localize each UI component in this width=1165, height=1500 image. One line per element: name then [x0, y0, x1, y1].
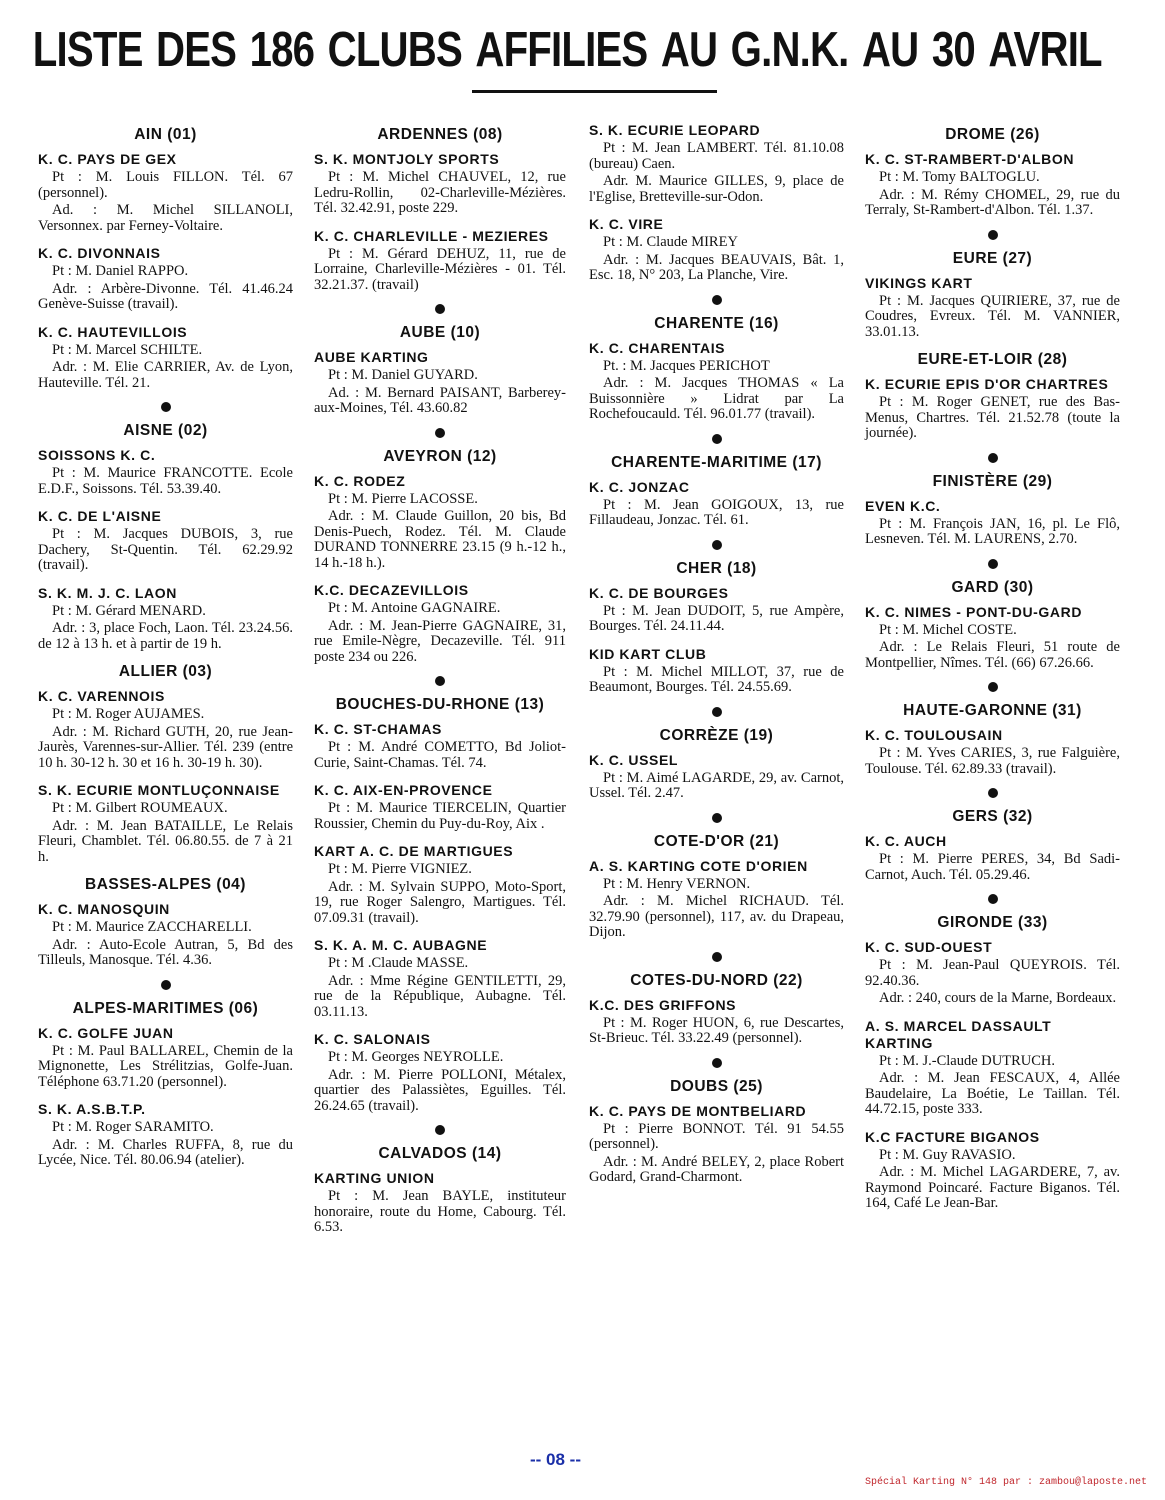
- club-name: K.C. DES GRIFFONS: [589, 996, 737, 1013]
- club-name: VIKINGS KART: [865, 274, 973, 291]
- club-detail: Pt. : M. Jacques PERICHOT: [603, 357, 770, 374]
- club-detail: Pt : M. Georges NEYROLLE.: [328, 1049, 504, 1065]
- department-heading: COTE-D'OR (21): [653, 832, 780, 850]
- club-entry: [38, 1025, 293, 1091]
- club-entry: [38, 324, 293, 392]
- department-heading: HAUTE-GARONNE (31): [903, 702, 1082, 719]
- club-detail: Adr. : M. Charles RUFFA, 8, rue du Lycée, Nice. Tél. 80.06.94 (atelier).: [38, 1136, 293, 1168]
- department-heading: AISNE (02): [123, 422, 208, 439]
- department-heading: DOUBS (25): [670, 1077, 763, 1095]
- club-detail: Pt : M. Jean-Paul QUEYROIS. Tél. 92.40.36.: [865, 957, 1120, 989]
- club-entry: [589, 479, 844, 529]
- club-detail: Adr. : M. Rémy CHOMEL, 29, rue du Terraly, St-Rambert-d'Albon. Tél. 1.37.: [865, 186, 1120, 218]
- club-name: S. K. A. M. C. AUBAGNE: [314, 937, 488, 953]
- bullet-separator: [988, 682, 998, 692]
- title-word: AU: [660, 23, 718, 77]
- club-entry: [314, 151, 566, 217]
- club-entry: [865, 275, 1120, 341]
- club-entry: [314, 228, 566, 294]
- department-heading: GIRONDE (33): [937, 914, 1048, 931]
- club-detail: Pt : M. Jean DUDOIT, 5, rue Ampère, Bourges. Tél. 24.11.44.: [589, 602, 844, 634]
- club-detail: Adr. : M. Elie CARRIER, Av. de Lyon, Hauteville. Tél. 21.: [38, 359, 293, 391]
- club-detail: Pt : M. Guy RAVASIO.: [879, 1146, 1016, 1163]
- department-heading: CHARENTE-MARITIME (17): [611, 453, 822, 471]
- club-name: K. C. CHARENTAIS: [589, 339, 726, 356]
- club-detail: Pt : M. Roger AUJAMES.: [52, 706, 205, 722]
- club-entry: [865, 498, 1120, 548]
- club-entry: [589, 858, 844, 941]
- club-entry: [314, 582, 566, 665]
- club-name: S. K. A.S.B.T.P.: [38, 1101, 146, 1117]
- department-heading: GARD (30): [951, 578, 1034, 596]
- club-entry: [38, 1101, 293, 1169]
- club-name: K. C. ST-CHAMAS: [314, 721, 442, 737]
- club-name: K. C. DE L'AISNE: [38, 508, 162, 524]
- club-detail: Ad. : M. Bernard PAISANT, Barberey-aux-Moines, Tél. 43.60.82: [314, 384, 566, 416]
- club-detail: Pt : M. Michel CHAUVEL, 12, rue Ledru-Rollin, 02-Charleville-Mézières. Tél. 32.42.91, poste 229.: [314, 169, 566, 216]
- club-detail: Pt : M. Daniel GUYARD.: [328, 367, 478, 383]
- club-detail: Adr. : Auto-Ecole Autran, 5, Bd des Tilleuls, Manosque. Tél. 4.36.: [38, 936, 293, 968]
- column-4: [865, 122, 1120, 1223]
- title-words: [0, 22, 1148, 78]
- club-name: K. C. SALONAIS: [314, 1031, 431, 1047]
- club-name: K. C. NIMES - PONT-DU-GARD: [865, 603, 1083, 620]
- club-detail: Adr. : M. Pierre POLLONI, Métalex, quartier des Palassiètes, Eguilles. Tél. 26.24.65 (travail).: [314, 1066, 566, 1114]
- club-detail: Pt : M. Jacques QUIRIERE, 37, rue de Coudres, Evreux. Tél. M. VANNIER, 33.01.13.: [865, 292, 1120, 340]
- club-entry: [589, 646, 844, 696]
- page-number: -- 08 --: [530, 1450, 581, 1469]
- club-detail: Pt : M. Maurice TIERCELIN, Quartier Roussier, Chemin du Puy-du-Roy, Aix .: [314, 800, 566, 832]
- club-detail: Pt : M. Michel MILLOT, 37, rue de Beaumont, Bourges. Tél. 24.55.69.: [589, 663, 844, 695]
- bullet-separator: [161, 402, 171, 412]
- title-word: DES: [155, 23, 237, 77]
- club-detail: Pt : M. Jean GOIGOUX, 13, rue Fillaudeau, Jonzac. Tél. 61.: [589, 496, 844, 528]
- club-name: K. C. AUCH: [865, 833, 947, 849]
- club-name: EVEN K.C.: [865, 497, 941, 514]
- title-word: G.N.K.: [730, 23, 849, 77]
- bullet-separator: [435, 304, 445, 314]
- club-detail: Adr. : 240, cours de la Marne, Bordeaux.: [879, 990, 1117, 1006]
- club-name: K. ECURIE EPIS D'OR CHARTRES: [865, 376, 1109, 392]
- club-name: K. C. USSEL: [589, 751, 679, 768]
- title-word: AVRIL: [988, 23, 1102, 77]
- bullet-separator: [712, 295, 722, 305]
- column-1: [38, 122, 293, 1180]
- club-detail: Pt : M. Pierre LACOSSE.: [328, 490, 478, 507]
- club-entry: [38, 151, 293, 234]
- club-detail: Pt : M. Roger SARAMITO.: [52, 1119, 214, 1135]
- club-detail: Adr. : Arbère-Divonne. Tél. 41.46.24 Genève-Suisse (travail).: [38, 280, 293, 312]
- club-name: K. C. VARENNOIS: [38, 688, 165, 704]
- club-name: K. C. PAYS DE GEX: [38, 151, 177, 167]
- department-heading: BOUCHES-DU-RHONE (13): [335, 696, 545, 713]
- department-heading: BASSES-ALPES (04): [85, 876, 246, 893]
- department-heading: GERS (32): [952, 808, 1033, 825]
- club-entry: [38, 585, 293, 653]
- bullet-separator: [435, 428, 445, 438]
- club-name: K. C. MANOSQUIN: [38, 901, 170, 917]
- club-entry: [314, 349, 566, 417]
- club-entry: [865, 833, 1120, 883]
- bullet-separator: [712, 434, 722, 444]
- club-detail: Pt : M. Gérard MENARD.: [52, 602, 206, 619]
- club-detail: Adr. : Le Relais Fleuri, 51 route de Montpellier, Nîmes. Tél. (66) 67.26.66.: [865, 639, 1120, 671]
- department-heading: EURE (27): [952, 249, 1033, 267]
- club-entry: [589, 216, 844, 284]
- title-word: 30: [931, 23, 975, 77]
- department-heading: CHARENTE (16): [654, 314, 779, 332]
- club-detail: Adr. : M. Michel LAGARDERE, 7, av. Raymond Poincaré. Facture Biganos. Tél. 164, Café Le Jean-Bar.: [865, 1164, 1120, 1211]
- club-name: K. C. RODEZ: [314, 472, 406, 489]
- club-entry: [38, 782, 293, 865]
- club-detail: Adr. : M. Richard GUTH, 20, rue Jean-Jaurès, Varennes-sur-Allier. Tél. 239 (entre 10 h. 30-12 h. 30 et 16 h. 30-19 h. 30).: [38, 723, 293, 771]
- club-detail: Pt : M. Pierre PERES, 34, Bd Sadi-Carnot, Auch. Tél. 05.29.46.: [865, 851, 1120, 883]
- bullet-separator: [988, 788, 998, 798]
- club-name: K. C. VIRE: [589, 216, 664, 232]
- bullet-separator: [161, 980, 171, 990]
- department-heading: CORRÈZE (19): [659, 726, 774, 744]
- department-heading: COTES-DU-NORD (22): [630, 971, 803, 989]
- club-entry: [589, 585, 844, 635]
- club-name: KARTING UNION: [314, 1170, 435, 1186]
- club-entry: [314, 1031, 566, 1114]
- bullet-separator: [435, 676, 445, 686]
- club-detail: Pt : M. Marcel SCHILTE.: [52, 341, 203, 358]
- club-detail: Pt : M. Aimé LAGARDE, 29, av. Carnot, Ussel. Tél. 2.47.: [589, 769, 844, 801]
- club-entry: [314, 782, 566, 832]
- club-detail: Pt : M .Claude MASSE.: [328, 955, 469, 971]
- club-entry: [589, 752, 844, 802]
- club-entry: [865, 727, 1120, 777]
- club-entry: [589, 340, 844, 423]
- club-detail: Pt : M. Maurice ZACCHARELLI.: [52, 919, 252, 935]
- club-name: A. S. KARTING COTE D'ORIEN: [589, 857, 808, 874]
- club-entry: [314, 843, 566, 926]
- department-heading: AVEYRON (12): [383, 447, 497, 465]
- club-entry: [38, 688, 293, 771]
- club-detail: Adr. : M. Jean FESCAUX, 4, Allée Baudelaire, La Boétie, Le Taillan. Tél. 44.72.15, poste 333.: [865, 1070, 1120, 1117]
- club-detail: Pt : M. Gérard DEHUZ, 11, rue de Lorraine, Charleville-Mézières - 01. Tél. 32.21.37. (travail): [314, 245, 566, 293]
- column-3: [589, 122, 844, 1197]
- department-heading: CALVADOS (14): [378, 1145, 502, 1162]
- club-detail: Adr. : M. André BELEY, 2, place Robert Godard, Grand-Charmont.: [589, 1153, 844, 1185]
- club-entry: [865, 604, 1120, 672]
- department-heading: DROME (26): [945, 126, 1040, 143]
- club-detail: Pt : M. Antoine GAGNAIRE.: [328, 600, 501, 616]
- bullet-separator: [988, 894, 998, 904]
- club-entry: [38, 508, 293, 574]
- title-underline: [472, 90, 717, 93]
- club-entry: [865, 151, 1120, 219]
- club-detail: Adr. : Mme Régine GENTILETTI, 29, rue de la République, Aubagne. Tél. 03.11.13.: [314, 972, 566, 1020]
- club-entry: [38, 447, 293, 497]
- club-detail: Pt : M. Jean LAMBERT. Tél. 81.10.08 (bureau) Caen.: [589, 140, 844, 172]
- bullet-separator: [712, 952, 722, 962]
- title-word: AFFILIES: [475, 23, 648, 77]
- club-detail: Adr. : M. Sylvain SUPPO, Moto-Sport, 19, rue Roger Salengro, Martigues. Tél. 07.09.31 (travail).: [314, 878, 566, 926]
- club-detail: Pt : M. J.-Claude DUTRUCH.: [879, 1052, 1056, 1069]
- department-heading: CHER (18): [676, 559, 757, 577]
- department-heading: ALPES-MARITIMES (06): [72, 999, 259, 1017]
- club-entry: [865, 376, 1120, 442]
- club-name: S. K. ECURIE MONTLUÇONNAISE: [38, 782, 280, 798]
- club-name: K. C. DE BOURGES: [589, 584, 729, 601]
- club-detail: Pt : M. André COMETTO, Bd Joliot-Curie, Saint-Chamas. Tél. 74.: [314, 739, 566, 771]
- club-name: K. C. AIX-EN-PROVENCE: [314, 782, 493, 798]
- club-entry: [589, 997, 844, 1047]
- club-entry: [38, 901, 293, 969]
- club-detail: Pt : M. Roger GENET, rue des Bas-Menus, Chartres. Tél. 21.52.78 (toute la journée).: [865, 394, 1120, 441]
- club-entry: [865, 1129, 1120, 1212]
- club-entry: [38, 245, 293, 313]
- title-word: LISTE: [32, 23, 143, 77]
- club-detail: Pt : M. Louis FILLON. Tél. 67 (personnel).: [38, 169, 293, 201]
- column-2: [314, 122, 566, 1247]
- club-detail: Adr. : M. Jean BATAILLE, Le Relais Fleuri, Chamblet. Tél. 06.80.55. de 7 à 21 h.: [38, 817, 293, 865]
- club-name: K.C. DECAZEVILLOIS: [314, 582, 469, 598]
- club-detail: Adr. : M. Jean-Pierre GAGNAIRE, 31, rue Emile-Nègre, Decazeville. Tél. 911 poste 234 ou 226.: [314, 617, 566, 665]
- club-detail: Pt : M. Roger HUON, 6, rue Descartes, St-Brieuc. Tél. 33.22.49 (personnel).: [589, 1014, 844, 1046]
- club-detail: Ad. : M. Michel SILLANOLI, Versonnex. par Ferney-Voltaire.: [38, 202, 293, 234]
- department-heading: FINISTÈRE (29): [932, 472, 1053, 490]
- club-detail: Pt : M. Tomy BALTOGLU.: [879, 169, 1040, 185]
- club-detail: Pt : M. Henry VERNON.: [603, 875, 751, 892]
- club-detail: Pt : M. Claude MIREY: [603, 234, 738, 250]
- club-name: S. K. MONTJOLY SPORTS: [314, 151, 500, 167]
- club-detail: Pt : M. Daniel RAPPO.: [52, 263, 189, 279]
- club-detail: Pt : M. Jacques DUBOIS, 3, rue Dachery, St-Quentin. Tél. 62.29.92 (travail).: [38, 526, 293, 573]
- club-detail: Pt : M. Pierre VIGNIEZ.: [328, 861, 472, 877]
- department-heading: ARDENNES (08): [377, 126, 503, 143]
- club-entry: [314, 473, 566, 572]
- club-entry: [865, 1018, 1120, 1118]
- department-heading: EURE-ET-LOIR (28): [917, 351, 1068, 368]
- bullet-separator: [712, 540, 722, 550]
- club-name: K. C. SUD-OUEST: [865, 939, 993, 955]
- club-name: SOISSONS K. C.: [38, 447, 156, 463]
- department-heading: AUBE (10): [399, 324, 481, 341]
- page-title: [0, 22, 1165, 82]
- club-name: K. C. GOLFE JUAN: [38, 1024, 174, 1041]
- club-entry: [589, 1103, 844, 1186]
- scan-credit: Spécial Karting N° 148 par : zambou@laposte.net: [865, 1477, 1148, 1488]
- title-word: CLUBS: [327, 23, 462, 77]
- club-name: K. C. CHARLEVILLE - MEZIERES: [314, 227, 549, 244]
- club-name: K.C FACTURE BIGANOS: [865, 1128, 1040, 1145]
- club-detail: Pt : Pierre BONNOT. Tél. 91 54.55 (personnel).: [589, 1120, 844, 1152]
- bullet-separator: [712, 1058, 722, 1068]
- bullet-separator: [988, 230, 998, 240]
- club-name: K. C. ST-RAMBERT-D'ALBON: [865, 151, 1075, 167]
- club-name: K. C. TOULOUSAIN: [865, 727, 1003, 743]
- club-detail: Pt : M. Gilbert ROUMEAUX.: [52, 800, 228, 816]
- club-name: KID KART CLUB: [589, 645, 707, 662]
- club-entry: [865, 939, 1120, 1007]
- club-name: K. C. DIVONNAIS: [38, 245, 161, 261]
- club-detail: Pt : M. Michel COSTE.: [879, 621, 1017, 638]
- club-detail: Pt : M. Maurice FRANCOTTE. Ecole E.D.F., Soissons. Tél. 53.39.40.: [38, 465, 293, 497]
- club-detail: Adr. : M. Jacques BEAUVAIS, Bât. 1, Esc. 18, N° 203, La Planche, Vire.: [589, 251, 844, 283]
- club-name: A. S. MARCEL DASSAULT KARTING: [865, 1017, 1052, 1051]
- club-detail: Pt : M. François JAN, 16, pl. Le Flô, Lesneven. Tél. M. LAURENS, 2.70.: [865, 515, 1120, 547]
- club-entry: [314, 721, 566, 771]
- club-name: AUBE KARTING: [314, 349, 429, 365]
- bullet-separator: [435, 1125, 445, 1135]
- club-name: K. C. PAYS DE MONTBELIARD: [589, 1102, 807, 1119]
- title-word: AU: [861, 23, 919, 77]
- bullet-separator: [712, 707, 722, 717]
- club-detail: Pt : M. Paul BALLAREL, Chemin de la Mignonette, Les Strélitzias, Golfe-Juan. Téléphone 63.71.20 (personnel).: [38, 1042, 293, 1090]
- club-detail: Adr. : M. Michel RICHAUD. Tél. 32.79.90 (personnel), 117, av. du Drapeau, Dijon.: [589, 893, 844, 940]
- bullet-separator: [988, 559, 998, 569]
- title-word: 186: [249, 23, 315, 77]
- club-detail: Pt : M. Jean BAYLE, instituteur honoraire, route du Home, Cabourg. Tél. 6.53.: [314, 1188, 566, 1235]
- club-detail: Adr. : 3, place Foch, Laon. Tél. 23.24.56. de 12 à 13 h. et à partir de 19 h.: [38, 620, 293, 652]
- club-detail: Adr. M. Maurice GILLES, 9, place de l'Eglise, Bretteville-sur-Odon.: [589, 173, 844, 205]
- club-name: K. C. HAUTEVILLOIS: [38, 323, 188, 340]
- club-detail: Adr. : M. Jacques THOMAS « La Buissonnière » Lidrat par La Rochefoucauld. Tél. 96.01.77 (travail).: [589, 375, 844, 422]
- club-detail: Pt : M. Yves CARIES, 3, rue Falguière, Toulouse. Tél. 62.89.33 (travail).: [865, 745, 1120, 777]
- department-heading: AIN (01): [134, 126, 197, 143]
- club-entry: [314, 1170, 566, 1236]
- bullet-separator: [712, 813, 722, 823]
- club-name: S. K. M. J. C. LAON: [38, 584, 177, 601]
- club-name: KART A. C. DE MARTIGUES: [314, 843, 514, 859]
- department-heading: ALLIER (03): [118, 663, 213, 680]
- club-detail: Adr. : M. Claude Guillon, 20 bis, Bd Denis-Puech, Rodez. Tél. M. Claude DURAND TONNERRE 23.15 (9 h.-12 h., 14 h.-18 h.).: [314, 508, 566, 571]
- club-entry: [589, 122, 844, 205]
- club-name: S. K. ECURIE LEOPARD: [589, 122, 761, 138]
- club-name: K. C. JONZAC: [589, 478, 690, 495]
- bullet-separator: [988, 453, 998, 463]
- club-entry: [314, 937, 566, 1020]
